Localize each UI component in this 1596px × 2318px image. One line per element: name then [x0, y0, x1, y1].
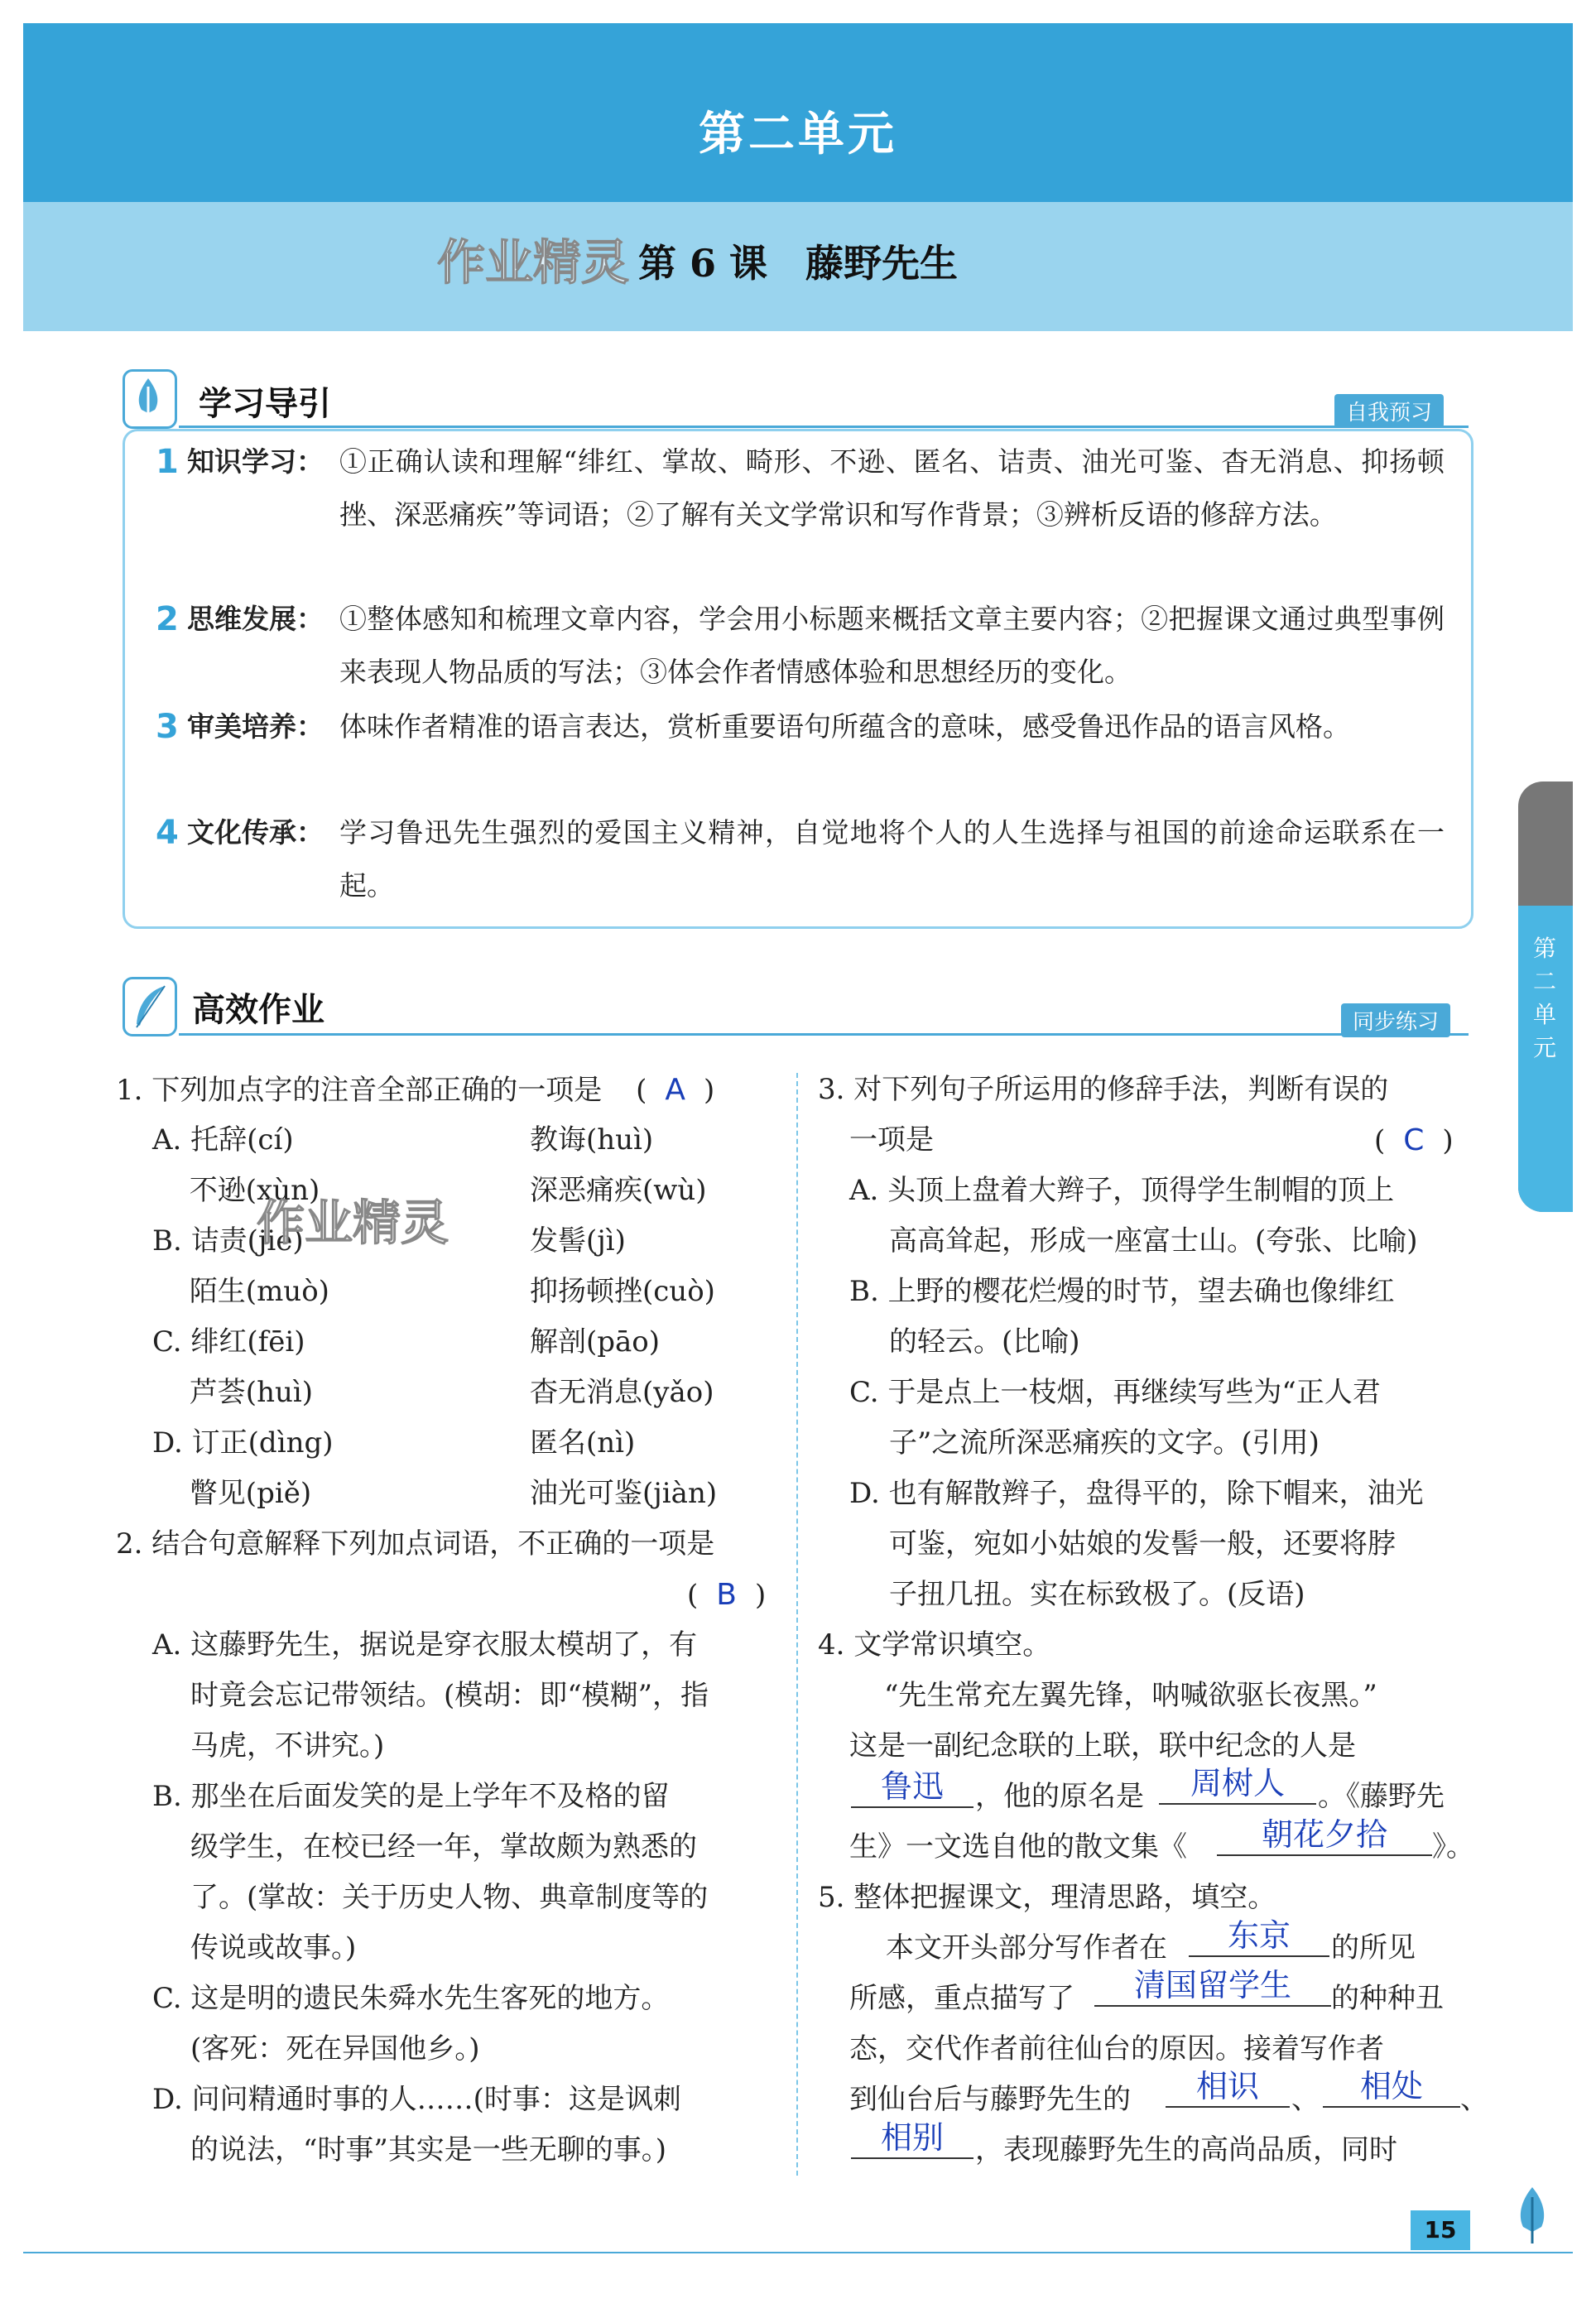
q3-line: D. 也有解散辫子，盘得平的，除下帽来，油光	[849, 1477, 1424, 1510]
item-label: 文化传承：	[187, 816, 324, 849]
q1-option: 杳无消息(yǎo)	[530, 1376, 714, 1409]
practice-underline	[179, 1033, 1469, 1036]
q3-line: 子”之流所深恶痛疾的文字。(引用)	[889, 1426, 1320, 1460]
q4-line: 生》一文选自他的散文集《	[849, 1830, 1187, 1864]
q1-option: 抑扬顿挫(cuò)	[530, 1275, 715, 1308]
watermark: 作业精灵	[437, 234, 630, 291]
q1-option: C. 绯红(fēi)	[152, 1325, 305, 1359]
q2-line: C. 这是明的遗民朱舜水先生客死的地方。	[152, 1982, 670, 2015]
q5-separator: 、	[1460, 2083, 1488, 2116]
sync-practice-tag: 同步练习	[1341, 1003, 1450, 1037]
item-number: 3	[156, 708, 179, 746]
q3-line: 可鉴，宛如小姑娘的发髻一般，还要将脖	[889, 1527, 1396, 1561]
q5-separator: 、	[1291, 2083, 1320, 2116]
question-3-stem: 3. 对下列句子所运用的修辞手法，判断有误的	[818, 1073, 1389, 1106]
question-2-answer: B	[716, 1578, 737, 1612]
item-label: 思维发展：	[187, 603, 324, 635]
question-2-answer-paren: ( B )	[687, 1578, 767, 1612]
q1-option: 油光可鉴(jiàn)	[530, 1477, 718, 1510]
question-3-stem-cont: 一项是	[849, 1123, 934, 1157]
question-2-stem: 2. 结合句意解释下列加点词语，不正确的一项是	[116, 1527, 715, 1561]
q5-answer-blank: 相别	[851, 2119, 973, 2159]
item-text: ①正确认读和理解“绯红、掌故、畸形、不逊、匿名、诘责、油光可鉴、杳无消息、抑扬顿挫、深恶痛疾”等词语；②了解有关文学常识和写作背景；③辨析反语的修辞方法。	[339, 445, 1445, 531]
q3-line: 子扭几扭。实在标致极了。(反语)	[889, 1578, 1305, 1611]
watermark: 作业精灵	[257, 1195, 449, 1251]
q1-option: 教诲(huì)	[530, 1123, 654, 1157]
item-number: 1	[156, 443, 179, 481]
item-number: 4	[156, 814, 179, 852]
q3-line: 高高耸起，形成一座富士山。(夸张、比喻)	[889, 1224, 1418, 1258]
q5-line: 本文开头部分写作者在	[886, 1931, 1167, 1965]
practice-heading: 高效作业	[192, 991, 324, 1029]
q1-option: 发髻(jì)	[530, 1224, 626, 1258]
q2-line: 马虎，不讲究。)	[190, 1729, 385, 1763]
q5-line: 到仙台后与藤野先生的	[849, 2083, 1131, 2116]
q1-option: D. 订正(dìng)	[152, 1426, 334, 1460]
question-1-stem: 1. 下列加点字的注音全部正确的一项是 ( A )	[116, 1073, 715, 1107]
q2-line: 的说法，“时事”其实是一些无聊的事。)	[190, 2133, 667, 2167]
unit-title: 第二单元	[699, 108, 897, 161]
q5-answer-blank: 清国留学生	[1094, 1967, 1331, 2007]
q4-line: ，他的原名是	[975, 1780, 1144, 1813]
q2-line: D. 问问精通时事的人……(时事：这是讽刺	[152, 2083, 681, 2116]
q1-option: 陌生(muò)	[152, 1275, 329, 1308]
q2-line: 了。(掌故：关于历史人物、典章制度等的	[190, 1881, 709, 1914]
q5-line: 所感，重点描写了	[849, 1982, 1074, 2015]
q5-answer-blank: 相处	[1323, 2068, 1460, 2108]
q1-option: B. 诘责(jié)	[152, 1224, 304, 1258]
q4-line: 。《藤野先	[1318, 1780, 1445, 1813]
q3-line: A. 头顶上盘着大辫子，顶得学生制帽的顶上	[849, 1174, 1395, 1207]
q1-option: 瞥见(piě)	[152, 1477, 312, 1510]
q4-line: 》。	[1432, 1830, 1474, 1864]
item-number: 2	[156, 600, 179, 638]
q5-line: 态，交代作者前往仙台的原因。接着写作者	[849, 2032, 1384, 2066]
q5-answer-blank: 东京	[1189, 1917, 1329, 1957]
q3-line: C. 于是点上一枝烟，再继续写些为“正人君	[849, 1376, 1381, 1409]
item-text: 学习鲁迅先生强烈的爱国主义精神，自觉地将个人的人生选择与祖国的前途命运联系在一起。	[339, 816, 1445, 902]
lesson-title: 第 6 课 藤野先生	[637, 241, 959, 286]
q2-line: B. 那坐在后面发笑的是上学年不及格的留	[152, 1780, 670, 1813]
guide-underline	[179, 426, 1469, 428]
q2-line: (客死：死在异国他乡。)	[190, 2032, 480, 2066]
leaf-icon	[1512, 2186, 1553, 2247]
q2-line: 级学生，在校已经一年，掌故颇为熟悉的	[190, 1830, 697, 1864]
q4-answer-blank: 周树人	[1159, 1765, 1316, 1805]
footer-line	[23, 2252, 1573, 2253]
q2-line: 传说或故事。)	[190, 1931, 357, 1965]
q1-option: 芦荟(huì)	[152, 1376, 314, 1409]
item-label: 知识学习：	[187, 445, 324, 478]
q4-line: 这是一副纪念联的上联，联中纪念的人是	[849, 1729, 1356, 1763]
self-preview-tag: 自我预习	[1334, 394, 1444, 428]
item-label: 审美培养：	[187, 710, 324, 743]
q5-line: ，表现藤野先生的高尚品质，同时	[975, 2133, 1397, 2167]
feather-icon	[123, 977, 177, 1036]
q1-option: 匿名(nì)	[530, 1426, 636, 1460]
question-1-text: 1. 下列加点字的注音全部正确的一项是	[116, 1074, 603, 1107]
q5-line: 的所见	[1331, 1931, 1416, 1965]
q2-line: 时竟会忘记带领结。(模胡：即“模糊”，指	[190, 1679, 709, 1712]
q1-option: 解剖(pāo)	[530, 1325, 661, 1359]
q5-answer-blank: 相识	[1166, 2068, 1290, 2108]
q2-line: A. 这藤野先生，据说是穿衣服太模胡了，有	[152, 1628, 698, 1662]
item-text: 体味作者精准的语言表达，赏析重要语句所蕴含的意味，感受鲁迅作品的语言风格。	[339, 710, 1350, 743]
question-4-stem: 4. 文学常识填空。	[818, 1628, 1051, 1662]
unit-banner	[23, 23, 1573, 331]
q4-answer-blank: 鲁迅	[851, 1768, 973, 1808]
item-text: ①整体感知和梳理文章内容，学会用小标题来概括文章主要内容；②把握课文通过典型事例来表现人物品质的写法；③体会作者情感体验和思想经历的变化。	[339, 603, 1445, 688]
question-5-stem: 5. 整体把握课文，理清思路，填空。	[818, 1881, 1276, 1914]
guide-heading: 学习导引	[199, 385, 331, 423]
question-1-answer: A	[665, 1073, 685, 1107]
q3-line: 的轻云。(比喻)	[889, 1325, 1080, 1359]
q4-line: “先生常充左翼先锋，呐喊欲驱长夜黑。”	[884, 1679, 1377, 1712]
question-3-answer: C	[1403, 1123, 1425, 1157]
q1-option: A. 托辞(cí)	[152, 1123, 294, 1157]
column-divider	[796, 1073, 798, 2176]
q1-option: 深恶痛疾(wù)	[530, 1174, 707, 1207]
question-3-answer-paren: ( C )	[1374, 1123, 1454, 1157]
q5-line: 的种种丑	[1331, 1982, 1444, 2015]
q3-line: B. 上野的樱花烂熳的时节，望去确也像绯红	[849, 1275, 1395, 1308]
page-number: 15	[1411, 2210, 1470, 2250]
tree-icon	[123, 369, 177, 429]
side-tab-label: 第二单元	[1532, 935, 1556, 1061]
q1-option: 不逊(xùn)	[152, 1174, 320, 1207]
q4-answer-blank: 朝花夕拾	[1217, 1816, 1432, 1856]
